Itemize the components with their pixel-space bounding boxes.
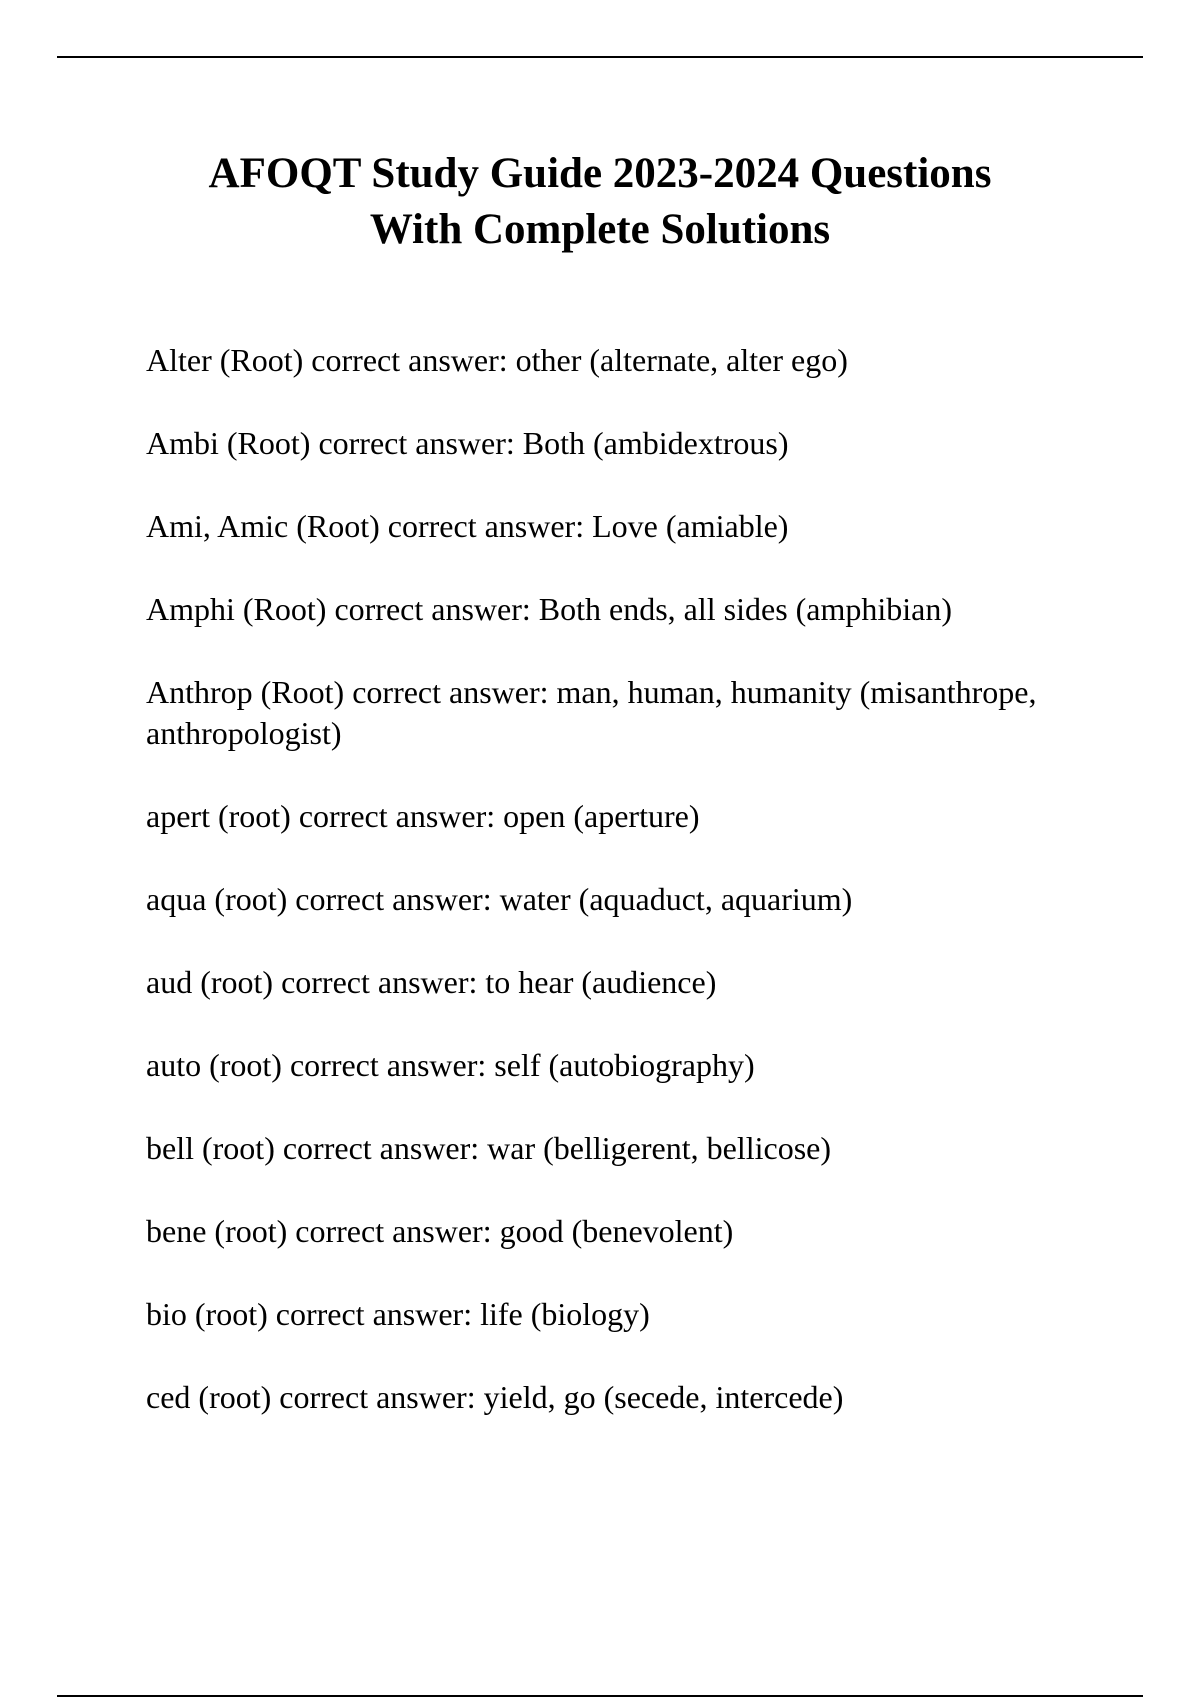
list-item-bio: bio (root) correct answer: life (biology) [146,1296,650,1332]
list-item-amphi: Amphi (Root) correct answer: Both ends, all sides (amphibian) [146,591,953,627]
list-item-auto: auto (root) correct answer: self (autobiography) [146,1047,755,1083]
document-title [100,146,1100,258]
list-item-bell: bell (root) correct answer: war (belligerent, bellicose) [146,1130,832,1166]
list-item-ami-amic: Ami, Amic (Root) correct answer: Love (amiable) [146,508,789,544]
list-item-ambi: Ambi (Root) correct answer: Both (ambidextrous) [146,425,789,461]
list-item-anthrop: Anthrop (Root) correct answer: man, human, humanity (misanthrope, anthropologist) [146,674,1037,751]
footer-rule [57,1695,1143,1697]
list-item-ced: ced (root) correct answer: yield, go (secede, intercede) [146,1379,844,1415]
root-word-list [146,340,1106,1460]
title-line-1: AFOQT Study Guide 2023-2024 Questions [208,150,992,197]
list-item-apert: apert (root) correct answer: open (aperture) [146,798,700,834]
header-rule [57,56,1143,58]
list-item-aqua: aqua (root) correct answer: water (aquaduct, aquarium) [146,881,853,917]
list-item-alter: Alter (Root) correct answer: other (alternate, alter ego) [146,342,848,378]
title-line-2: With Complete Solutions [369,206,831,253]
list-item-aud: aud (root) correct answer: to hear (audience) [146,964,717,1000]
list-item-bene: bene (root) correct answer: good (benevolent) [146,1213,734,1249]
